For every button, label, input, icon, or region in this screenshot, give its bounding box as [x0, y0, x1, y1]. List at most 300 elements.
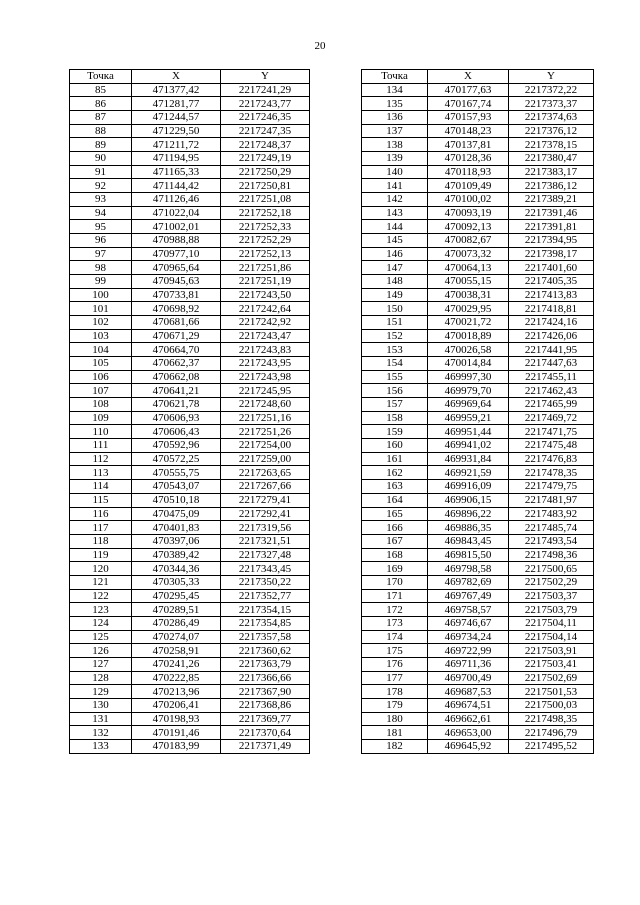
table-row — [70, 698, 310, 712]
y-cell: 2217251,08 — [221, 193, 310, 207]
point-cell: 135 — [362, 97, 428, 111]
x-cell: 470021,72 — [428, 316, 509, 330]
point-cell: 164 — [362, 493, 428, 507]
point-cell: 121 — [70, 575, 132, 589]
point-cell: 146 — [362, 247, 428, 261]
point-cell: 169 — [362, 562, 428, 576]
table-row — [70, 712, 310, 726]
table-row — [362, 575, 594, 589]
y-cell: 2217246,35 — [221, 111, 310, 125]
point-cell: 136 — [362, 111, 428, 125]
point-cell: 85 — [70, 83, 132, 97]
table-row — [362, 206, 594, 220]
x-cell: 470128,36 — [428, 152, 509, 166]
y-cell: 2217503,91 — [509, 644, 594, 658]
coordinates-table-left — [69, 69, 310, 754]
point-cell: 103 — [70, 329, 132, 343]
table-row — [362, 630, 594, 644]
x-cell: 470592,96 — [132, 439, 221, 453]
y-cell: 2217243,77 — [221, 97, 310, 111]
table-row — [362, 466, 594, 480]
point-cell: 91 — [70, 165, 132, 179]
x-cell: 469798,58 — [428, 562, 509, 576]
point-cell: 168 — [362, 548, 428, 562]
x-cell: 470093,19 — [428, 206, 509, 220]
x-cell: 470157,93 — [428, 111, 509, 125]
point-cell: 106 — [70, 370, 132, 384]
x-cell: 470671,29 — [132, 329, 221, 343]
table-row — [70, 411, 310, 425]
point-cell: 132 — [70, 726, 132, 740]
x-cell: 471144,42 — [132, 179, 221, 193]
point-cell: 161 — [362, 452, 428, 466]
x-cell: 470055,15 — [428, 275, 509, 289]
y-cell: 2217254,00 — [221, 439, 310, 453]
table-row — [70, 575, 310, 589]
y-cell: 2217469,72 — [509, 411, 594, 425]
y-cell: 2217391,46 — [509, 206, 594, 220]
table-row — [70, 329, 310, 343]
point-cell: 176 — [362, 657, 428, 671]
y-cell: 2217354,85 — [221, 616, 310, 630]
x-cell: 469896,22 — [428, 507, 509, 521]
table-row — [70, 384, 310, 398]
point-cell: 110 — [70, 425, 132, 439]
y-cell: 2217370,64 — [221, 726, 310, 740]
y-cell: 2217251,86 — [221, 261, 310, 275]
y-cell: 2217481,97 — [509, 493, 594, 507]
point-cell: 151 — [362, 316, 428, 330]
y-cell: 2217496,79 — [509, 726, 594, 740]
point-cell: 122 — [70, 589, 132, 603]
x-cell: 469767,49 — [428, 589, 509, 603]
table-row — [70, 452, 310, 466]
header-x: X — [132, 70, 221, 84]
table-row — [362, 329, 594, 343]
table-row — [70, 589, 310, 603]
table-row — [70, 179, 310, 193]
y-cell: 2217398,17 — [509, 247, 594, 261]
y-cell: 2217371,49 — [221, 739, 310, 753]
point-cell: 144 — [362, 220, 428, 234]
y-cell: 2217252,18 — [221, 206, 310, 220]
y-cell: 2217502,69 — [509, 671, 594, 685]
table-row — [362, 261, 594, 275]
x-cell: 471165,33 — [132, 165, 221, 179]
point-cell: 148 — [362, 275, 428, 289]
y-cell: 2217250,81 — [221, 179, 310, 193]
x-cell: 469746,67 — [428, 616, 509, 630]
table-row — [362, 726, 594, 740]
point-cell: 113 — [70, 466, 132, 480]
table-row — [362, 603, 594, 617]
point-cell: 171 — [362, 589, 428, 603]
table-row — [362, 302, 594, 316]
table-row — [362, 316, 594, 330]
x-cell: 469969,64 — [428, 398, 509, 412]
table-row — [362, 644, 594, 658]
x-cell: 470286,49 — [132, 616, 221, 630]
y-cell: 2217252,33 — [221, 220, 310, 234]
table-row — [70, 534, 310, 548]
y-cell: 2217243,83 — [221, 343, 310, 357]
point-cell: 180 — [362, 712, 428, 726]
x-cell: 470073,32 — [428, 247, 509, 261]
point-cell: 155 — [362, 370, 428, 384]
point-cell: 101 — [70, 302, 132, 316]
point-cell: 108 — [70, 398, 132, 412]
x-cell: 469886,35 — [428, 521, 509, 535]
x-cell: 470092,13 — [428, 220, 509, 234]
x-cell: 470029,95 — [428, 302, 509, 316]
x-cell: 470026,58 — [428, 343, 509, 357]
y-cell: 2217352,77 — [221, 589, 310, 603]
y-cell: 2217476,83 — [509, 452, 594, 466]
y-cell: 2217354,15 — [221, 603, 310, 617]
point-cell: 182 — [362, 739, 428, 753]
x-cell: 470213,96 — [132, 685, 221, 699]
table-row — [362, 247, 594, 261]
point-cell: 116 — [70, 507, 132, 521]
table-row — [362, 439, 594, 453]
x-cell: 470344,36 — [132, 562, 221, 576]
x-cell: 470305,33 — [132, 575, 221, 589]
y-cell: 2217465,99 — [509, 398, 594, 412]
point-cell: 120 — [70, 562, 132, 576]
table-row — [70, 398, 310, 412]
point-cell: 114 — [70, 480, 132, 494]
x-cell: 471002,01 — [132, 220, 221, 234]
point-cell: 181 — [362, 726, 428, 740]
y-cell: 2217378,15 — [509, 138, 594, 152]
table-row — [362, 234, 594, 248]
x-cell: 469931,84 — [428, 452, 509, 466]
x-cell: 469941,02 — [428, 439, 509, 453]
table-row — [70, 206, 310, 220]
point-cell: 124 — [70, 616, 132, 630]
x-cell: 470662,08 — [132, 370, 221, 384]
table-row — [362, 111, 594, 125]
table-row — [70, 548, 310, 562]
point-cell: 147 — [362, 261, 428, 275]
point-cell: 167 — [362, 534, 428, 548]
point-cell: 123 — [70, 603, 132, 617]
point-cell: 105 — [70, 357, 132, 371]
y-cell: 2217248,60 — [221, 398, 310, 412]
y-cell: 2217447,63 — [509, 357, 594, 371]
table-row — [362, 398, 594, 412]
x-cell: 470965,64 — [132, 261, 221, 275]
y-cell: 2217350,22 — [221, 575, 310, 589]
point-cell: 87 — [70, 111, 132, 125]
table-row — [70, 152, 310, 166]
table-row — [362, 548, 594, 562]
table-row — [362, 589, 594, 603]
table-row — [70, 603, 310, 617]
x-cell: 470109,49 — [428, 179, 509, 193]
table-row — [70, 370, 310, 384]
y-cell: 2217243,47 — [221, 329, 310, 343]
y-cell: 2217389,21 — [509, 193, 594, 207]
point-cell: 138 — [362, 138, 428, 152]
point-cell: 154 — [362, 357, 428, 371]
coordinates-table-right — [361, 69, 594, 754]
y-cell: 2217394,95 — [509, 234, 594, 248]
x-cell: 470664,70 — [132, 343, 221, 357]
table-row — [362, 685, 594, 699]
table-row — [362, 97, 594, 111]
y-cell: 2217401,60 — [509, 261, 594, 275]
y-cell: 2217249,19 — [221, 152, 310, 166]
point-cell: 156 — [362, 384, 428, 398]
y-cell: 2217503,37 — [509, 589, 594, 603]
table-row — [362, 739, 594, 753]
y-cell: 2217360,62 — [221, 644, 310, 658]
point-cell: 112 — [70, 452, 132, 466]
y-cell: 2217376,12 — [509, 124, 594, 138]
table-row — [362, 411, 594, 425]
y-cell: 2217245,95 — [221, 384, 310, 398]
point-cell: 95 — [70, 220, 132, 234]
x-cell: 469906,15 — [428, 493, 509, 507]
y-cell: 2217455,11 — [509, 370, 594, 384]
point-cell: 177 — [362, 671, 428, 685]
header-y: Y — [509, 70, 594, 84]
point-cell: 130 — [70, 698, 132, 712]
y-cell: 2217391,81 — [509, 220, 594, 234]
y-cell: 2217243,95 — [221, 357, 310, 371]
point-cell: 163 — [362, 480, 428, 494]
y-cell: 2217485,74 — [509, 521, 594, 535]
table-header-row — [362, 70, 594, 84]
y-cell: 2217243,50 — [221, 288, 310, 302]
table-row — [362, 425, 594, 439]
y-cell: 2217495,52 — [509, 739, 594, 753]
point-cell: 142 — [362, 193, 428, 207]
point-cell: 170 — [362, 575, 428, 589]
point-cell: 125 — [70, 630, 132, 644]
table-row — [70, 425, 310, 439]
table-row — [362, 124, 594, 138]
y-cell: 2217498,35 — [509, 712, 594, 726]
point-cell: 131 — [70, 712, 132, 726]
x-cell: 469997,30 — [428, 370, 509, 384]
table-row — [362, 507, 594, 521]
point-cell: 88 — [70, 124, 132, 138]
y-cell: 2217242,92 — [221, 316, 310, 330]
point-cell: 160 — [362, 439, 428, 453]
table-row — [70, 111, 310, 125]
y-cell: 2217251,16 — [221, 411, 310, 425]
table-row — [362, 671, 594, 685]
x-cell: 470606,43 — [132, 425, 221, 439]
header-x: X — [428, 70, 509, 84]
y-cell: 2217478,35 — [509, 466, 594, 480]
point-cell: 96 — [70, 234, 132, 248]
x-cell: 470681,66 — [132, 316, 221, 330]
point-cell: 141 — [362, 179, 428, 193]
table-body-left — [70, 83, 310, 753]
point-cell: 127 — [70, 657, 132, 671]
y-cell: 2217251,19 — [221, 275, 310, 289]
table-row — [70, 739, 310, 753]
x-cell: 470177,63 — [428, 83, 509, 97]
x-cell: 470641,21 — [132, 384, 221, 398]
y-cell: 2217292,41 — [221, 507, 310, 521]
point-cell: 119 — [70, 548, 132, 562]
point-cell: 107 — [70, 384, 132, 398]
table-row — [362, 343, 594, 357]
table-row — [70, 480, 310, 494]
x-cell: 469916,09 — [428, 480, 509, 494]
table-row — [70, 357, 310, 371]
x-cell: 470038,31 — [428, 288, 509, 302]
table-row — [70, 138, 310, 152]
y-cell: 2217373,37 — [509, 97, 594, 111]
x-cell: 470100,02 — [428, 193, 509, 207]
y-cell: 2217327,48 — [221, 548, 310, 562]
y-cell: 2217241,29 — [221, 83, 310, 97]
x-cell: 470241,26 — [132, 657, 221, 671]
y-cell: 2217471,75 — [509, 425, 594, 439]
y-cell: 2217247,35 — [221, 124, 310, 138]
x-cell: 469674,51 — [428, 698, 509, 712]
table-row — [362, 193, 594, 207]
point-cell: 98 — [70, 261, 132, 275]
x-cell: 469645,92 — [428, 739, 509, 753]
y-cell: 2217441,95 — [509, 343, 594, 357]
point-cell: 86 — [70, 97, 132, 111]
y-cell: 2217503,41 — [509, 657, 594, 671]
x-cell: 470698,92 — [132, 302, 221, 316]
table-row — [70, 124, 310, 138]
table-row — [362, 275, 594, 289]
y-cell: 2217493,54 — [509, 534, 594, 548]
point-cell: 162 — [362, 466, 428, 480]
table-row — [362, 357, 594, 371]
table-row — [70, 343, 310, 357]
y-cell: 2217369,77 — [221, 712, 310, 726]
y-cell: 2217503,79 — [509, 603, 594, 617]
x-cell: 469662,61 — [428, 712, 509, 726]
table-row — [70, 671, 310, 685]
y-cell: 2217251,26 — [221, 425, 310, 439]
y-cell: 2217374,63 — [509, 111, 594, 125]
table-row — [70, 220, 310, 234]
point-cell: 145 — [362, 234, 428, 248]
x-cell: 469951,44 — [428, 425, 509, 439]
x-cell: 470988,88 — [132, 234, 221, 248]
table-row — [70, 644, 310, 658]
point-cell: 100 — [70, 288, 132, 302]
y-cell: 2217380,47 — [509, 152, 594, 166]
x-cell: 470555,75 — [132, 466, 221, 480]
point-cell: 150 — [362, 302, 428, 316]
point-cell: 172 — [362, 603, 428, 617]
point-cell: 140 — [362, 165, 428, 179]
y-cell: 2217405,35 — [509, 275, 594, 289]
table-row — [70, 616, 310, 630]
x-cell: 470389,42 — [132, 548, 221, 562]
table-row — [362, 562, 594, 576]
x-cell: 470606,93 — [132, 411, 221, 425]
x-cell: 470206,41 — [132, 698, 221, 712]
y-cell: 2217357,58 — [221, 630, 310, 644]
y-cell: 2217321,51 — [221, 534, 310, 548]
table-row — [70, 493, 310, 507]
x-cell: 471126,46 — [132, 193, 221, 207]
table-row — [70, 439, 310, 453]
x-cell: 470510,18 — [132, 493, 221, 507]
point-cell: 158 — [362, 411, 428, 425]
x-cell: 470137,81 — [428, 138, 509, 152]
table-row — [362, 179, 594, 193]
y-cell: 2217242,64 — [221, 302, 310, 316]
y-cell: 2217502,29 — [509, 575, 594, 589]
x-cell: 469959,21 — [428, 411, 509, 425]
table-row — [70, 316, 310, 330]
y-cell: 2217413,83 — [509, 288, 594, 302]
y-cell: 2217319,56 — [221, 521, 310, 535]
y-cell: 2217426,06 — [509, 329, 594, 343]
y-cell: 2217504,11 — [509, 616, 594, 630]
y-cell: 2217343,45 — [221, 562, 310, 576]
point-cell: 179 — [362, 698, 428, 712]
header-y: Y — [221, 70, 310, 84]
point-cell: 157 — [362, 398, 428, 412]
y-cell: 2217383,17 — [509, 165, 594, 179]
table-row — [70, 275, 310, 289]
y-cell: 2217252,29 — [221, 234, 310, 248]
table-row — [70, 261, 310, 275]
y-cell: 2217366,66 — [221, 671, 310, 685]
point-cell: 97 — [70, 247, 132, 261]
point-cell: 89 — [70, 138, 132, 152]
x-cell: 471377,42 — [132, 83, 221, 97]
point-cell: 178 — [362, 685, 428, 699]
x-cell: 470621,78 — [132, 398, 221, 412]
table-row — [362, 698, 594, 712]
x-cell: 469921,59 — [428, 466, 509, 480]
point-cell: 92 — [70, 179, 132, 193]
x-cell: 469722,99 — [428, 644, 509, 658]
point-cell: 109 — [70, 411, 132, 425]
y-cell: 2217263,65 — [221, 466, 310, 480]
y-cell: 2217462,43 — [509, 384, 594, 398]
point-cell: 159 — [362, 425, 428, 439]
x-cell: 470167,74 — [428, 97, 509, 111]
point-cell: 152 — [362, 329, 428, 343]
y-cell: 2217479,75 — [509, 480, 594, 494]
point-cell: 128 — [70, 671, 132, 685]
y-cell: 2217363,79 — [221, 657, 310, 671]
point-cell: 149 — [362, 288, 428, 302]
x-cell: 470977,10 — [132, 247, 221, 261]
y-cell: 2217250,29 — [221, 165, 310, 179]
table-row — [70, 288, 310, 302]
y-cell: 2217504,14 — [509, 630, 594, 644]
x-cell: 469979,70 — [428, 384, 509, 398]
x-cell: 471244,57 — [132, 111, 221, 125]
point-cell: 137 — [362, 124, 428, 138]
table-row — [362, 165, 594, 179]
table-row — [70, 726, 310, 740]
x-cell: 470662,37 — [132, 357, 221, 371]
table-row — [70, 521, 310, 535]
x-cell: 470064,13 — [428, 261, 509, 275]
x-cell: 471211,72 — [132, 138, 221, 152]
table-row — [70, 466, 310, 480]
